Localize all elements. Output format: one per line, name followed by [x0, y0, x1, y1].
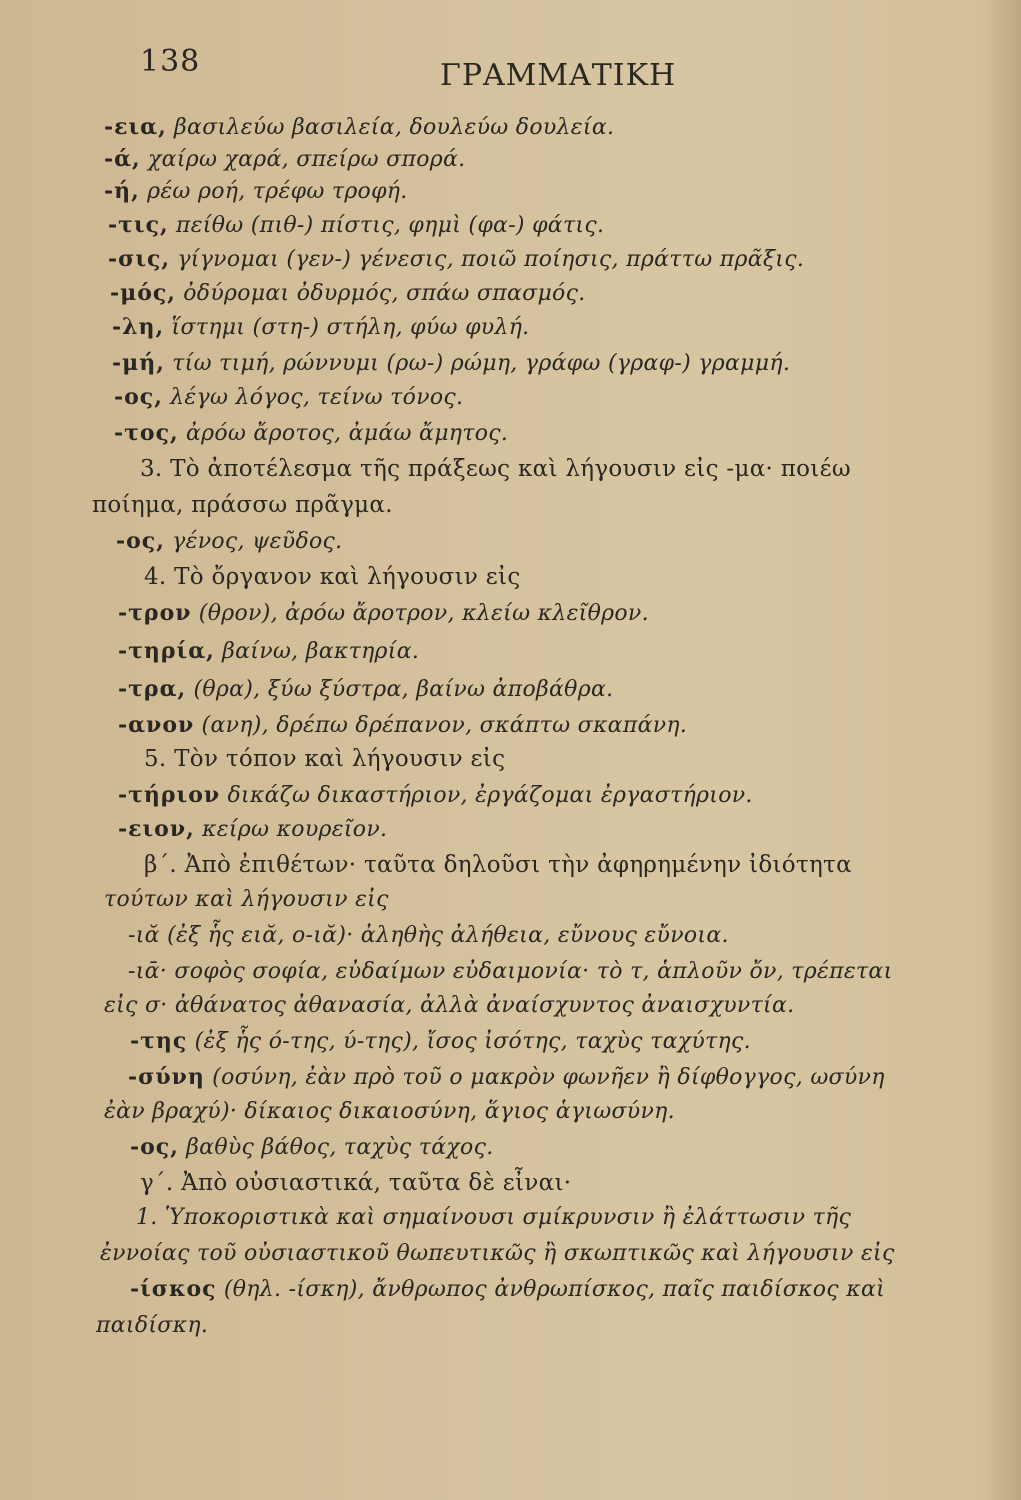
text-line: -ος, γένος, ψεῦδος.: [116, 528, 343, 554]
text-line: -τήριον δικάζω δικαστήριον, ἐργάζομαι ἐργαστήριον.: [118, 782, 753, 808]
text-line: ἐννοίας τοῦ οὐσιαστικοῦ θωπευτικῶς ἢ σκωπτικῶς καὶ λήγουσιν εἰς: [100, 1241, 895, 1266]
text-line: -τρα, (θρα), ξύω ξύστρα, βαίνω ἀποβάθρα.: [118, 676, 614, 702]
text-line: -λη, ἵστημι (στη-) στήλη, φύω φυλή.: [112, 314, 530, 340]
text-line: -τηρία, βαίνω, βακτηρία.: [118, 638, 420, 664]
text-line: -τος, ἀρόω ἄροτος, ἀμάω ἄμητος.: [114, 420, 509, 446]
text-line: -ειον, κείρω κουρεῖον.: [118, 816, 388, 842]
text-line: 4. Τὸ ὄργανον καὶ λήγουσιν εἰς: [144, 564, 521, 590]
text-line: -εια, βασιλεύω βασιλεία, δουλεύω δουλεία.: [104, 114, 615, 140]
text-line: -σις, γίγνομαι (γεν-) γένεσις, ποιῶ ποίησις, πράττω πρᾶξις.: [108, 246, 805, 272]
page-edge-shadow: [981, 0, 1021, 1500]
text-line: -μή, τίω τιμή, ρώννυμι (ρω-) ρώμη, γράφω (γραφ-) γραμμή.: [112, 350, 791, 376]
text-line: -ιᾱ· σοφὸς σοφία, εὐδαίμων εὐδαιμονία· τὸ τ, ἁπλοῦν ὄν, τρέπεται: [128, 959, 893, 984]
text-line: -της (ἐξ ἧς ό-της, ύ-της), ἴσος ἰσότης, ταχὺς ταχύτης.: [130, 1028, 751, 1054]
text-line: -ος, βαθὺς βάθος, ταχὺς τάχος.: [130, 1134, 494, 1160]
text-line: β΄. Ἀπὸ ἐπιθέτων· ταῦτα δηλοῦσι τὴν ἀφηρημένην ἰδιότητα: [144, 852, 852, 878]
text-line: -τις, πείθω (πιθ-) πίστις, φημὶ (φα-) φάτις.: [108, 212, 605, 238]
text-line: -ίσκος (θηλ. -ίσκη), ἄνθρωπος ἀνθρωπίσκος, παῖς παιδίσκος καὶ: [130, 1276, 886, 1302]
text-line: παιδίσκη.: [96, 1313, 209, 1338]
text-line: -ος, λέγω λόγος, τείνω τόνος.: [114, 384, 464, 410]
text-line: εἰς σ· ἀθάνατος ἀθανασία, ἀλλὰ ἀναίσχυντος ἀναισχυντία.: [104, 993, 795, 1018]
running-title: ΓΡΑΜΜΑΤΙΚΗ: [440, 58, 677, 93]
text-line: -ανον (ανη), δρέπω δρέπανον, σκάπτω σκαπάνη.: [118, 712, 688, 738]
text-line: -μός, ὀδύρομαι ὀδυρμός, σπάω σπασμός.: [110, 280, 586, 306]
text-line: -ή, ρέω ροή, τρέφω τροφή.: [104, 178, 408, 204]
text-line: 1. Ὑποκοριστικὰ καὶ σημαίνουσι σμίκρυνσιν ἢ ἐλάττωσιν τῆς: [136, 1205, 852, 1230]
text-line: 5. Τὸν τόπον καὶ λήγουσιν εἰς: [144, 746, 506, 772]
text-line: -ιᾰ (ἐξ ἧς ειᾰ, ο-ιᾰ)· ἀληθὴς ἀλήθεια, εὔνους εὔνοια.: [128, 923, 729, 948]
text-line: ποίημα, πράσσω πρᾶγμα.: [92, 492, 393, 518]
text-line: 3. Τὸ ἀποτέλεσμα τῆς πράξεως καὶ λήγουσιν εἰς -μα· ποιέω: [140, 456, 851, 482]
page-number: 138: [140, 44, 201, 79]
text-line: -ά, χαίρω χαρά, σπείρω σπορά.: [104, 146, 466, 172]
text-line: -τρον (θρον), ἀρόω ἄροτρον, κλείω κλεῖθρον.: [118, 600, 649, 626]
text-line: γ΄. Ἀπὸ οὐσιαστικά, ταῦτα δὲ εἶναι·: [140, 1170, 572, 1196]
text-line: -σύνη (οσύνη, ἐὰν πρὸ τοῦ ο μακρὸν φωνῆεν ἢ δίφθογγος, ωσύνη: [128, 1064, 885, 1090]
text-line: ἐὰν βραχύ)· δίκαιος δικαιοσύνη, ἅγιος ἁγιωσύνη.: [104, 1099, 675, 1124]
text-line: τούτων καὶ λήγουσιν εἰς: [104, 887, 389, 912]
